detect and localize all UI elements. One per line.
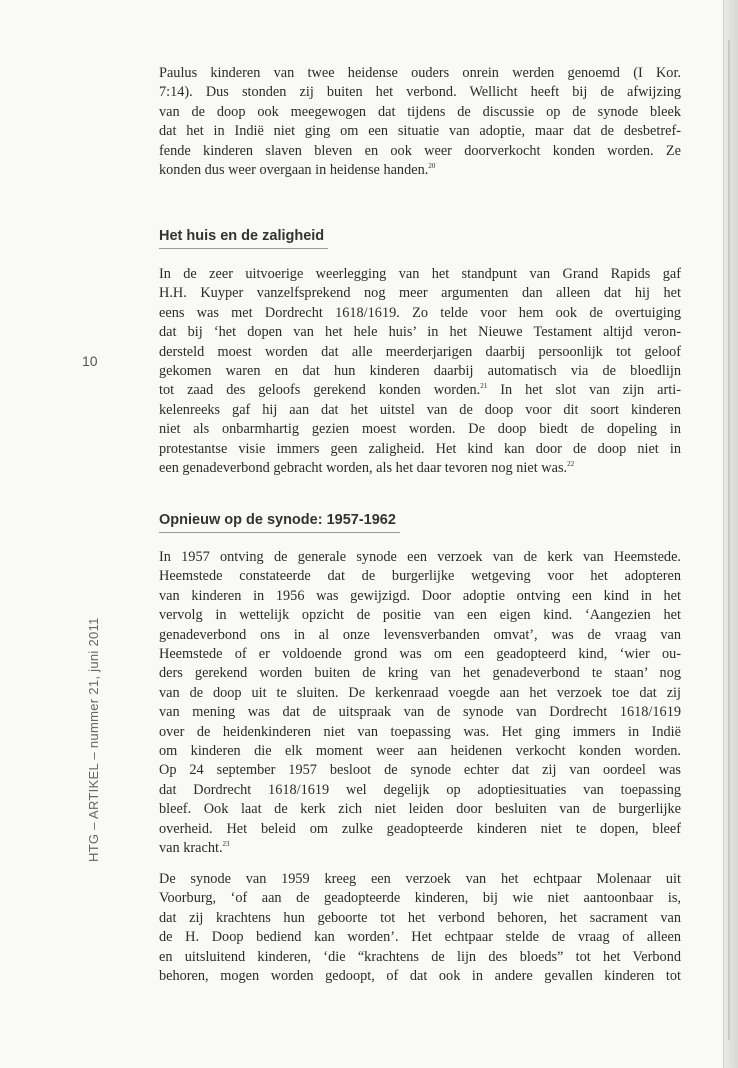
text-line: en uitsluitend kinderen, ‘die “krachtens de lijn des bloeds” tot het Verbond — [159, 948, 681, 965]
text-line-content: tot zaad des geloofs gerekend konden worden. — [159, 382, 481, 399]
section-heading-huis-zaligheid: Het huis en de zaligheid — [159, 228, 328, 249]
text-line: niet als onbarmhartig gezien moest worden. De doop biedt de dopeling in — [159, 421, 681, 438]
text-line: dat bij ‘het dopen van het hele huis’ in het Nieuwe Testament altijd veron- — [159, 324, 681, 341]
text-line: overheid. Het beleid om zulke geadopteerde kinderen niet te dopen, bleef — [159, 820, 681, 837]
text-line-content: een genadeverbond gebracht worden, als het daar tevoren nog niet was. — [159, 460, 568, 477]
text-line: de H. Doop bediend kan worden’. Het echtpaar stelde de vraag of alleen — [159, 929, 681, 946]
paragraph-3 — [159, 548, 681, 859]
text-line — [159, 839, 681, 858]
text-line: over de heidenkinderen niet van toepassing was. Het ging immers in Indië — [159, 723, 681, 740]
paragraph-4 — [159, 870, 681, 986]
text-line: dersteld moest worden dat alle meerderjarigen daarbij persoonlijk tot geloof — [159, 343, 681, 360]
page-number: 10 — [82, 353, 98, 369]
text-line — [159, 459, 681, 478]
page-edge — [723, 0, 738, 1068]
text-line-content: van kracht. — [159, 840, 223, 857]
text-line: In de zeer uitvoerige weerlegging van het standpunt van Grand Rapids gaf — [159, 266, 681, 282]
text-line: Heemstede of er voldoende grond was om een geadopteerd kind, ‘wier ou- — [159, 646, 681, 663]
paragraph-1 — [159, 64, 681, 180]
text-line: dat het in Indië niet ging om een situatie van adoptie, maar dat de desbetref- — [159, 123, 681, 140]
text-line — [159, 381, 681, 400]
text-line: behoren, mogen worden gedoopt, of dat ook in andere gevallen kinderen tot — [159, 968, 681, 985]
footnote-ref: 22 — [567, 460, 575, 469]
section-heading-synode: Opnieuw op de synode: 1957-1962 — [159, 512, 400, 533]
text-line: kelenreeks gaf hij aan dat het uitstel van de doop voor dit soort kinderen — [159, 401, 681, 418]
text-line: In 1957 ontving de generale synode een verzoek van de kerk van Heemstede. — [159, 549, 681, 565]
text-line: genadeverbond ons in al onze levensverbanden omvat’, was de vraag van — [159, 626, 681, 643]
text-line: Heemstede constateerde dat de burgerlijke wetgeving voor het adopteren — [159, 568, 681, 585]
text-line: ders gerekend worden buiten de kring van het genadeverbond te staan’ nog — [159, 665, 681, 682]
text-line: van kinderen in 1956 was gewijzigd. Door adoptie ontving een kind in het — [159, 587, 681, 604]
text-line: van de doop ook meegewogen dat tijdens de discussie op de synode bleek — [159, 103, 681, 120]
text-line: gekomen waren en dat hun kinderen daarbij automatisch via de bloedlijn — [159, 363, 681, 380]
footnote-ref: 20 — [428, 162, 436, 171]
text-line-content: In het slot van zijn arti- — [487, 382, 681, 399]
text-line: H.H. Kuyper vanzelfsprekend nog meer argumenten dan alleen dat hij het — [159, 285, 681, 302]
text-line: van mening was dat de uitspraak van de synode van Dordrecht 1618/1619 — [159, 704, 681, 721]
text-line — [159, 161, 681, 180]
text-line: protestantse visie immers geen zaligheid. Het kind kan door de doop niet in — [159, 440, 681, 457]
text-line: om kinderen die elk moment weer aan heidenen verkocht konden worden. — [159, 743, 681, 760]
text-line: Voorburg, ‘of aan de geadopteerde kinderen, bij wie niet aantoonbaar is, — [159, 890, 681, 907]
text-line: Paulus kinderen van twee heidense ouders onrein werden genoemd (I Kor. — [159, 65, 681, 81]
text-line: fende kinderen slaven bleven en ook weer doorverkocht konden worden. Ze — [159, 142, 681, 159]
text-line: bleef. Ook laat de kerk zich niet leiden door besluiten van de burgerlijke — [159, 801, 681, 818]
footnote-ref: 23 — [222, 840, 230, 849]
text-line: vervolg in wettelijk opzicht de positie van een eigen kind. ‘Aangezien het — [159, 607, 681, 624]
binding-line — [728, 40, 730, 1040]
paragraph-2 — [159, 265, 681, 478]
text-line: dat Dordrecht 1618/1619 wel degelijk op adoptiesituaties van toepassing — [159, 781, 681, 798]
text-line-content: konden dus weer overgaan in heidense handen. — [159, 162, 429, 179]
text-line: eens was met Dordrecht 1618/1619. Zo telde voor hem ook de overtuiging — [159, 304, 681, 321]
text-line: van de doop uit te sluiten. De kerkenraad voegde aan het verzoek toe dat zij — [159, 684, 681, 701]
text-line: dat zij krachtens hun geboorte tot het verbond behoren, het sacrament van — [159, 909, 681, 926]
footnote-ref: 21 — [480, 382, 488, 391]
text-line: 7:14). Dus stonden zij buiten het verbond. Wellicht heeft bij de afwijzing — [159, 84, 681, 101]
text-line: De synode van 1959 kreeg een verzoek van het echtpaar Molenaar uit — [159, 871, 681, 887]
running-label: HTG – ARTIKEL – nummer 21, juni 2011 — [86, 617, 101, 862]
text-line: Op 24 september 1957 besloot de synode echter dat zij van oordeel was — [159, 762, 681, 779]
